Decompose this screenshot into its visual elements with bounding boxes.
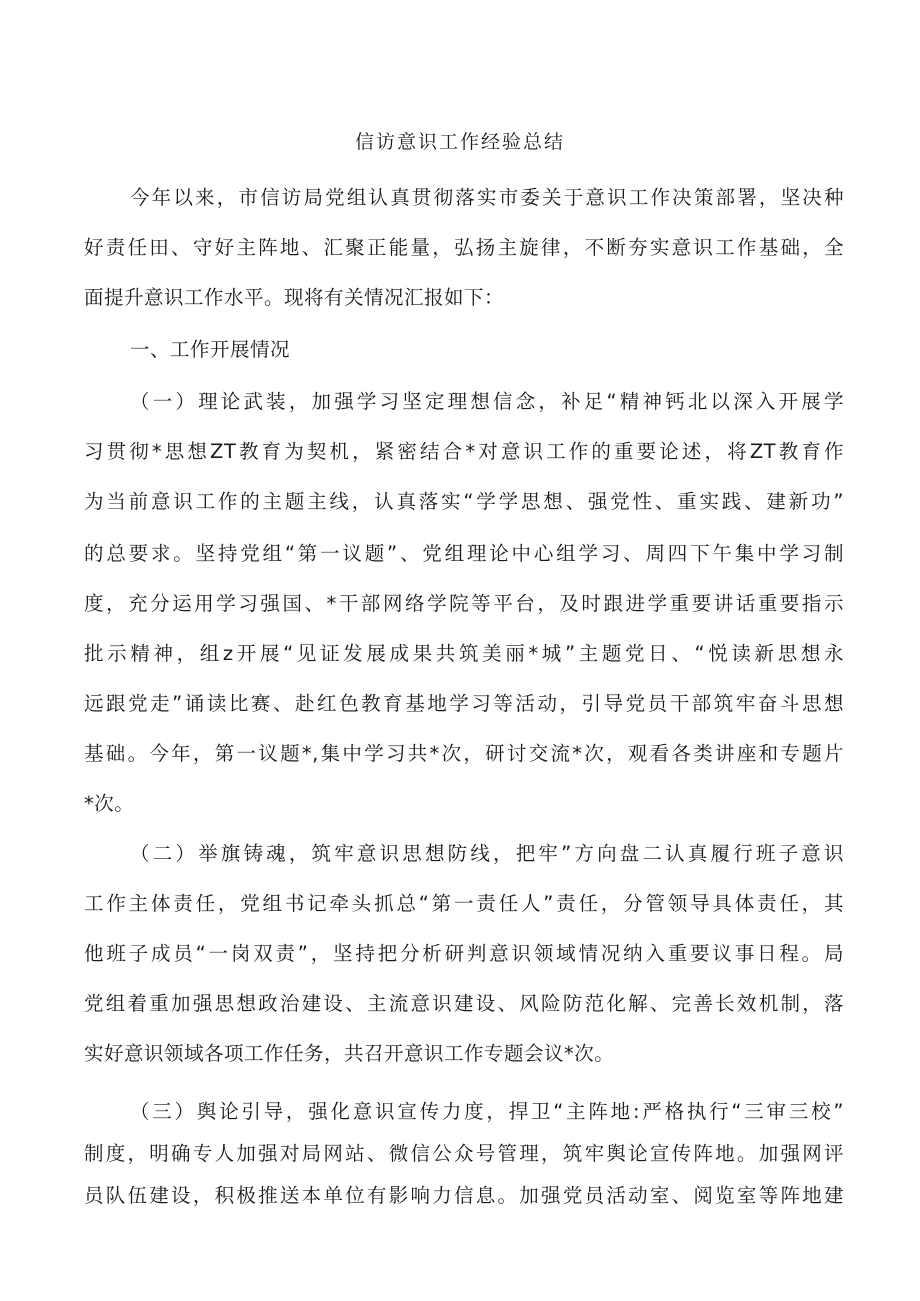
section-heading: 一、工作开展情况: [130, 338, 291, 361]
paragraph-line: 度，充分运用学习强国、*干部网络学院等平台，及时跟进学重要讲话重要指示: [84, 592, 844, 615]
paragraph-line: 今年以来，市信访局党组认真贯彻落实市委关于意识工作决策部署，坚决种: [130, 186, 844, 209]
paragraph-line: 基础。今年，第一议题*,集中学习共*次，研讨交流*次，观看各类讲座和专题片: [84, 742, 844, 765]
paragraph-line: 为当前意识工作的主题主线，认真落实“学学思想、强党性、重实践、建新功”: [84, 490, 844, 513]
paragraph-line: *次。: [84, 792, 135, 815]
paragraph-line: 制度，明确专人加强对局网站、微信公众号管理，筑牢舆论宣传阵地。加强网评: [84, 1142, 844, 1165]
paragraph-line: （三）舆论引导，强化意识宣传力度，捍卫“主阵地:严格执行“三审三校”: [130, 1100, 844, 1123]
paragraph-line: 面提升意识工作水平。现将有关情况汇报如下：: [84, 286, 505, 309]
paragraph-line: 工作主体责任，党组书记牵头抓总“第一责任人”责任，分管领导具体责任，其: [84, 892, 844, 915]
paragraph-line: 远跟党走”诵读比赛、赴红色教育基地学习等活动，引导党员干部筑牢奋斗思想: [84, 692, 844, 715]
paragraph-line: （一）理论武装，加强学习坚定理想信念，补足“精神钙北以深入开展学: [130, 390, 844, 413]
document-title: 信访意识工作经验总结: [354, 131, 565, 153]
paragraph-line: 党组着重加强思想政治建设、主流意识建设、风险防范化解、完善长效机制，落: [84, 992, 844, 1015]
paragraph-line: 实好意识领域各项工作任务，共召开意识工作专题会议*次。: [84, 1042, 615, 1065]
paragraph-line: 好责任田、守好主阵地、汇聚正能量，弘扬主旋律，不断夯实意识工作基础，全: [84, 236, 844, 259]
paragraph-line: （二）举旗铸魂，筑牢意识思想防线，把牢”方向盘二认真履行班子意识: [130, 842, 844, 865]
paragraph-line: 批示精神，组z开展“见证发展成果共筑美丽*城”主题党日、“悦读新思想永: [84, 642, 844, 665]
paragraph-line: 的总要求。坚持党组“第一议题”、党组理论中心组学习、周四下午集中学习制: [84, 542, 844, 565]
paragraph-line: 员队伍建设，积极推送本单位有影响力信息。加强党员活动室、阅览室等阵地建: [84, 1184, 844, 1207]
paragraph-line: 习贯彻*思想ZT教育为契机，紧密结合*对意识工作的重要论述，将ZT教育作: [84, 440, 844, 463]
paragraph-line: 他班子成员“一岗双责”，坚持把分析研判意识领域情况纳入重要议事日程。局: [84, 942, 844, 965]
